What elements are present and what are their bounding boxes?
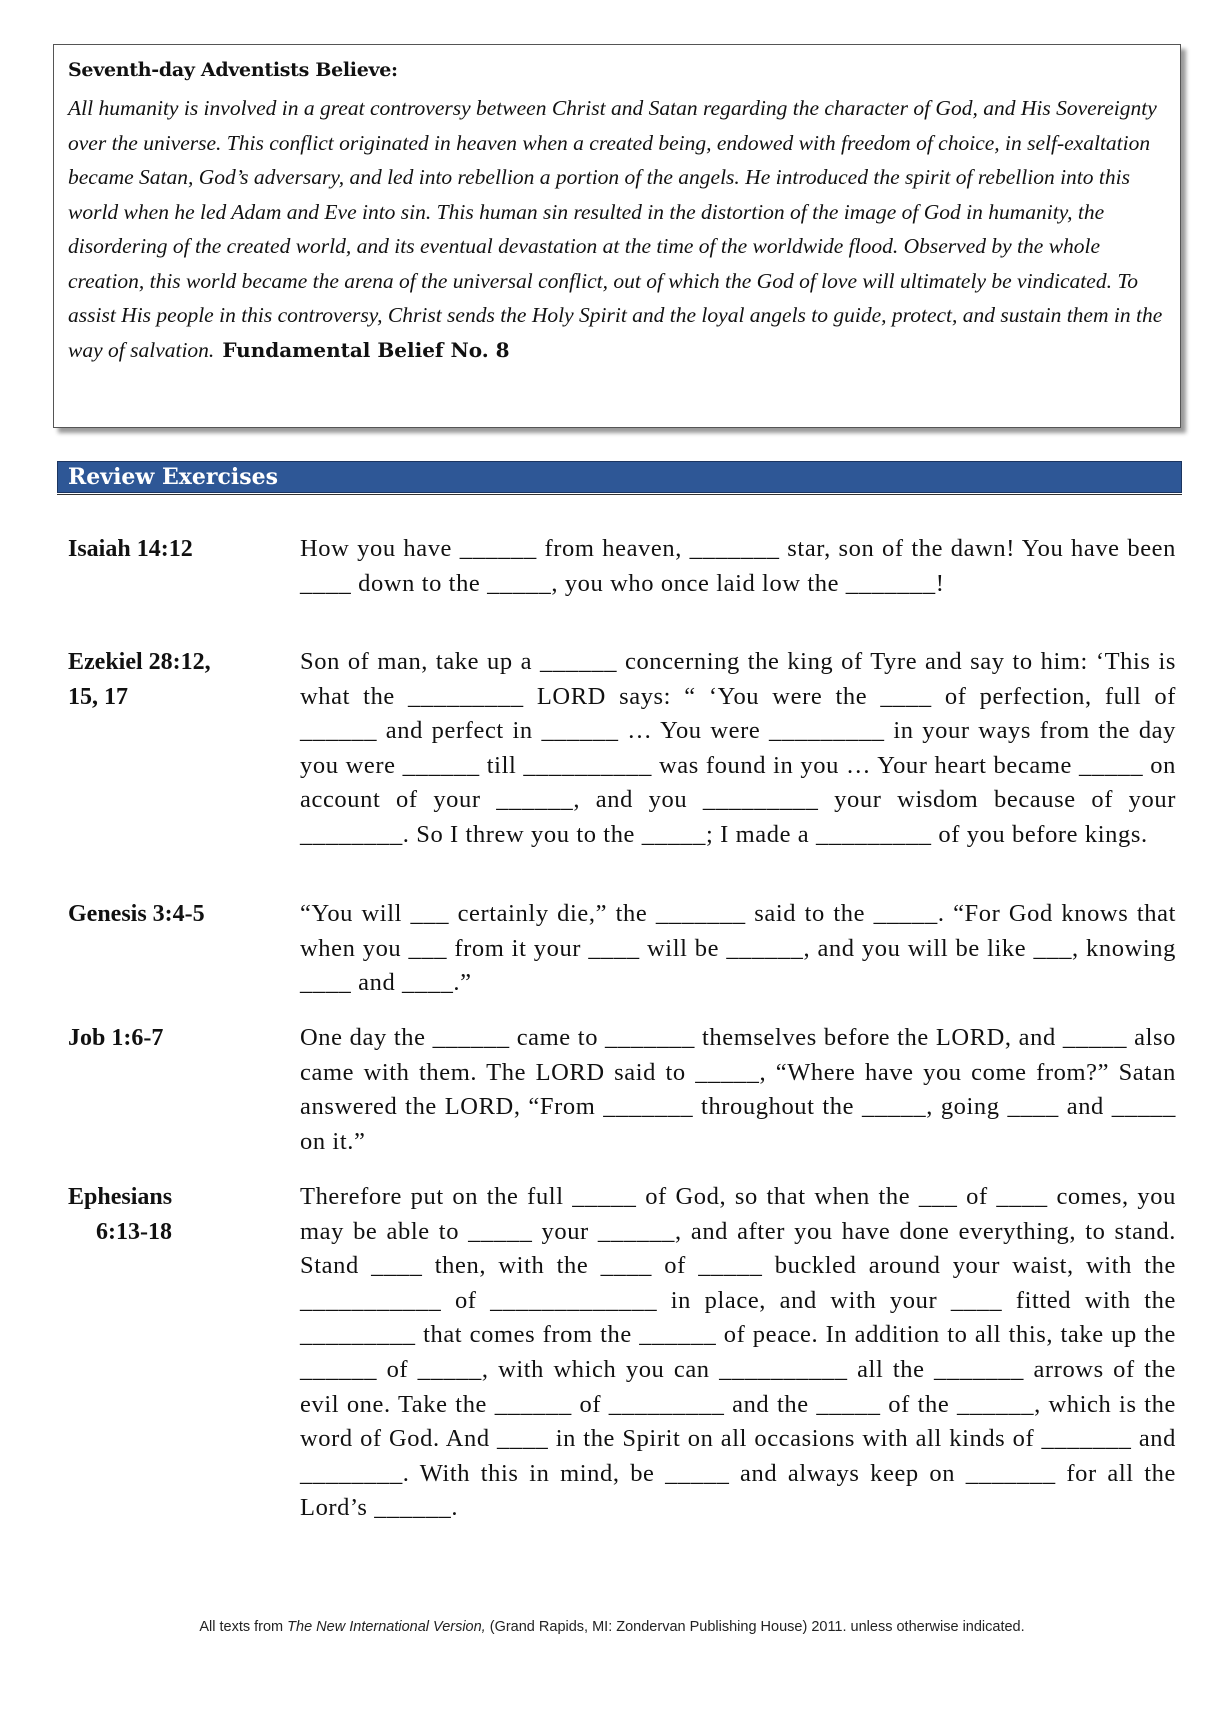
belief-heading: Seventh-day Adventists Believe:	[68, 59, 398, 81]
exercise-passage: Son of man, take up a ______ concerning the king of Tyre and say to him: ‘This is what the _________ LORD says: “ ‘You were the ____ of perfection, full of ______ and perfect in ______ … You were _________ in your ways from the day you were ______ till __________ was found in you … Your heart became _____ on account of your ______, and you _________ your wisdom because of your ________. So I threw you to the _____; I made a _________ of you before kings.	[300, 648, 1176, 848]
belief-reference: Fundamental Belief No. 8	[222, 337, 510, 362]
exercise-isaiah	[68, 532, 1178, 645]
review-divider	[57, 494, 1182, 495]
reference-main: Genesis 3:4-5	[68, 901, 205, 927]
footnote	[0, 1619, 1224, 1635]
exercise-reference	[68, 897, 288, 932]
reference-main: Job 1:6-7	[68, 1025, 164, 1051]
review-exercises-header: Review Exercises	[57, 461, 1182, 493]
reference-sub: 6:13-18	[96, 1218, 172, 1245]
exercise-passage: One day the ______ came to _______ themselves before the LORD, and _____ also came with them. The LORD said to _____, “Where have you come from?” Satan answered the LORD, “From _______ throughout the _____, going ____ and _____ on it.”	[300, 1024, 1176, 1155]
reference-sub: 15, 17	[68, 683, 128, 710]
exercise-list	[68, 532, 1178, 1526]
exercise-ezekiel	[68, 645, 1178, 897]
belief-body: All humanity is involved in a great controversy between Christ and Satan regarding the character of God, and His Sovereignty over the universe. This conflict originated in heaven when a created being, endowed with freedom of choice, in self-exaltation became Satan, God’s adversary, and led into rebellion a portion of the angels. He introduced the spirit of rebellion into this world when he led Adam and Eve into sin. This human sin resulted in the distortion of the image of God in humanity, the disordering of the created world, and its eventual devastation at the time of the worldwide flood. Observed by the whole creation, this world became the arena of the universal conflict, out of which the God of love will ultimately be vindicated. To assist His people in this controversy, Christ sends the Holy Spirit and the loyal angels to guide, protect, and sustain them in the way of salvation.	[68, 96, 1163, 362]
reference-main: Ezekiel 28:12,	[68, 649, 211, 675]
exercise-reference	[68, 532, 288, 567]
exercise-genesis	[68, 897, 1178, 1021]
exercise-passage: How you have ______ from heaven, _______ star, son of the dawn! You have been ____ down to the _____, you who once laid low the _______!	[300, 535, 1176, 597]
exercise-reference	[68, 1021, 288, 1056]
exercise-job	[68, 1021, 1178, 1180]
footnote-source-title: The New International Version,	[287, 1619, 486, 1635]
belief-text	[68, 91, 1166, 367]
exercise-reference	[68, 1180, 288, 1249]
exercise-reference	[68, 645, 288, 714]
exercise-passage: Therefore put on the full _____ of God, so that when the ___ of ____ comes, you may be able to _____ your ______, and after you have done everything, to stand. Stand ____ then, with the ____ of _____ buckled around your waist, with the ___________ of _____________ in place, and with your ____ fitted with the _________ that comes from the ______ of peace. In addition to all this, take up the ______ of _____, with which you can __________ all the _______ arrows of the evil one. Take the ______ of _________ and the _____ of the ______, which is the word of God. And ____ in the Spirit on all occasions with all kinds of _______ and ________. With this in mind, be _____ and always keep on _______ for all the Lord’s ______.	[300, 1183, 1176, 1522]
footnote-before: All texts from	[199, 1619, 288, 1635]
reference-main: Isaiah 14:12	[68, 536, 193, 562]
exercise-passage: “You will ___ certainly die,” the _______ said to the _____. “For God knows that when you ___ from it your ____ will be ______, and you will be like ___, knowing ____ and ____.”	[300, 900, 1176, 997]
footnote-after: (Grand Rapids, MI: Zondervan Publishing House) 2011. unless otherwise indicated.	[485, 1619, 1025, 1635]
belief-box	[53, 44, 1181, 428]
reference-main: Ephesians	[68, 1184, 173, 1210]
exercise-ephesians	[68, 1180, 1178, 1526]
